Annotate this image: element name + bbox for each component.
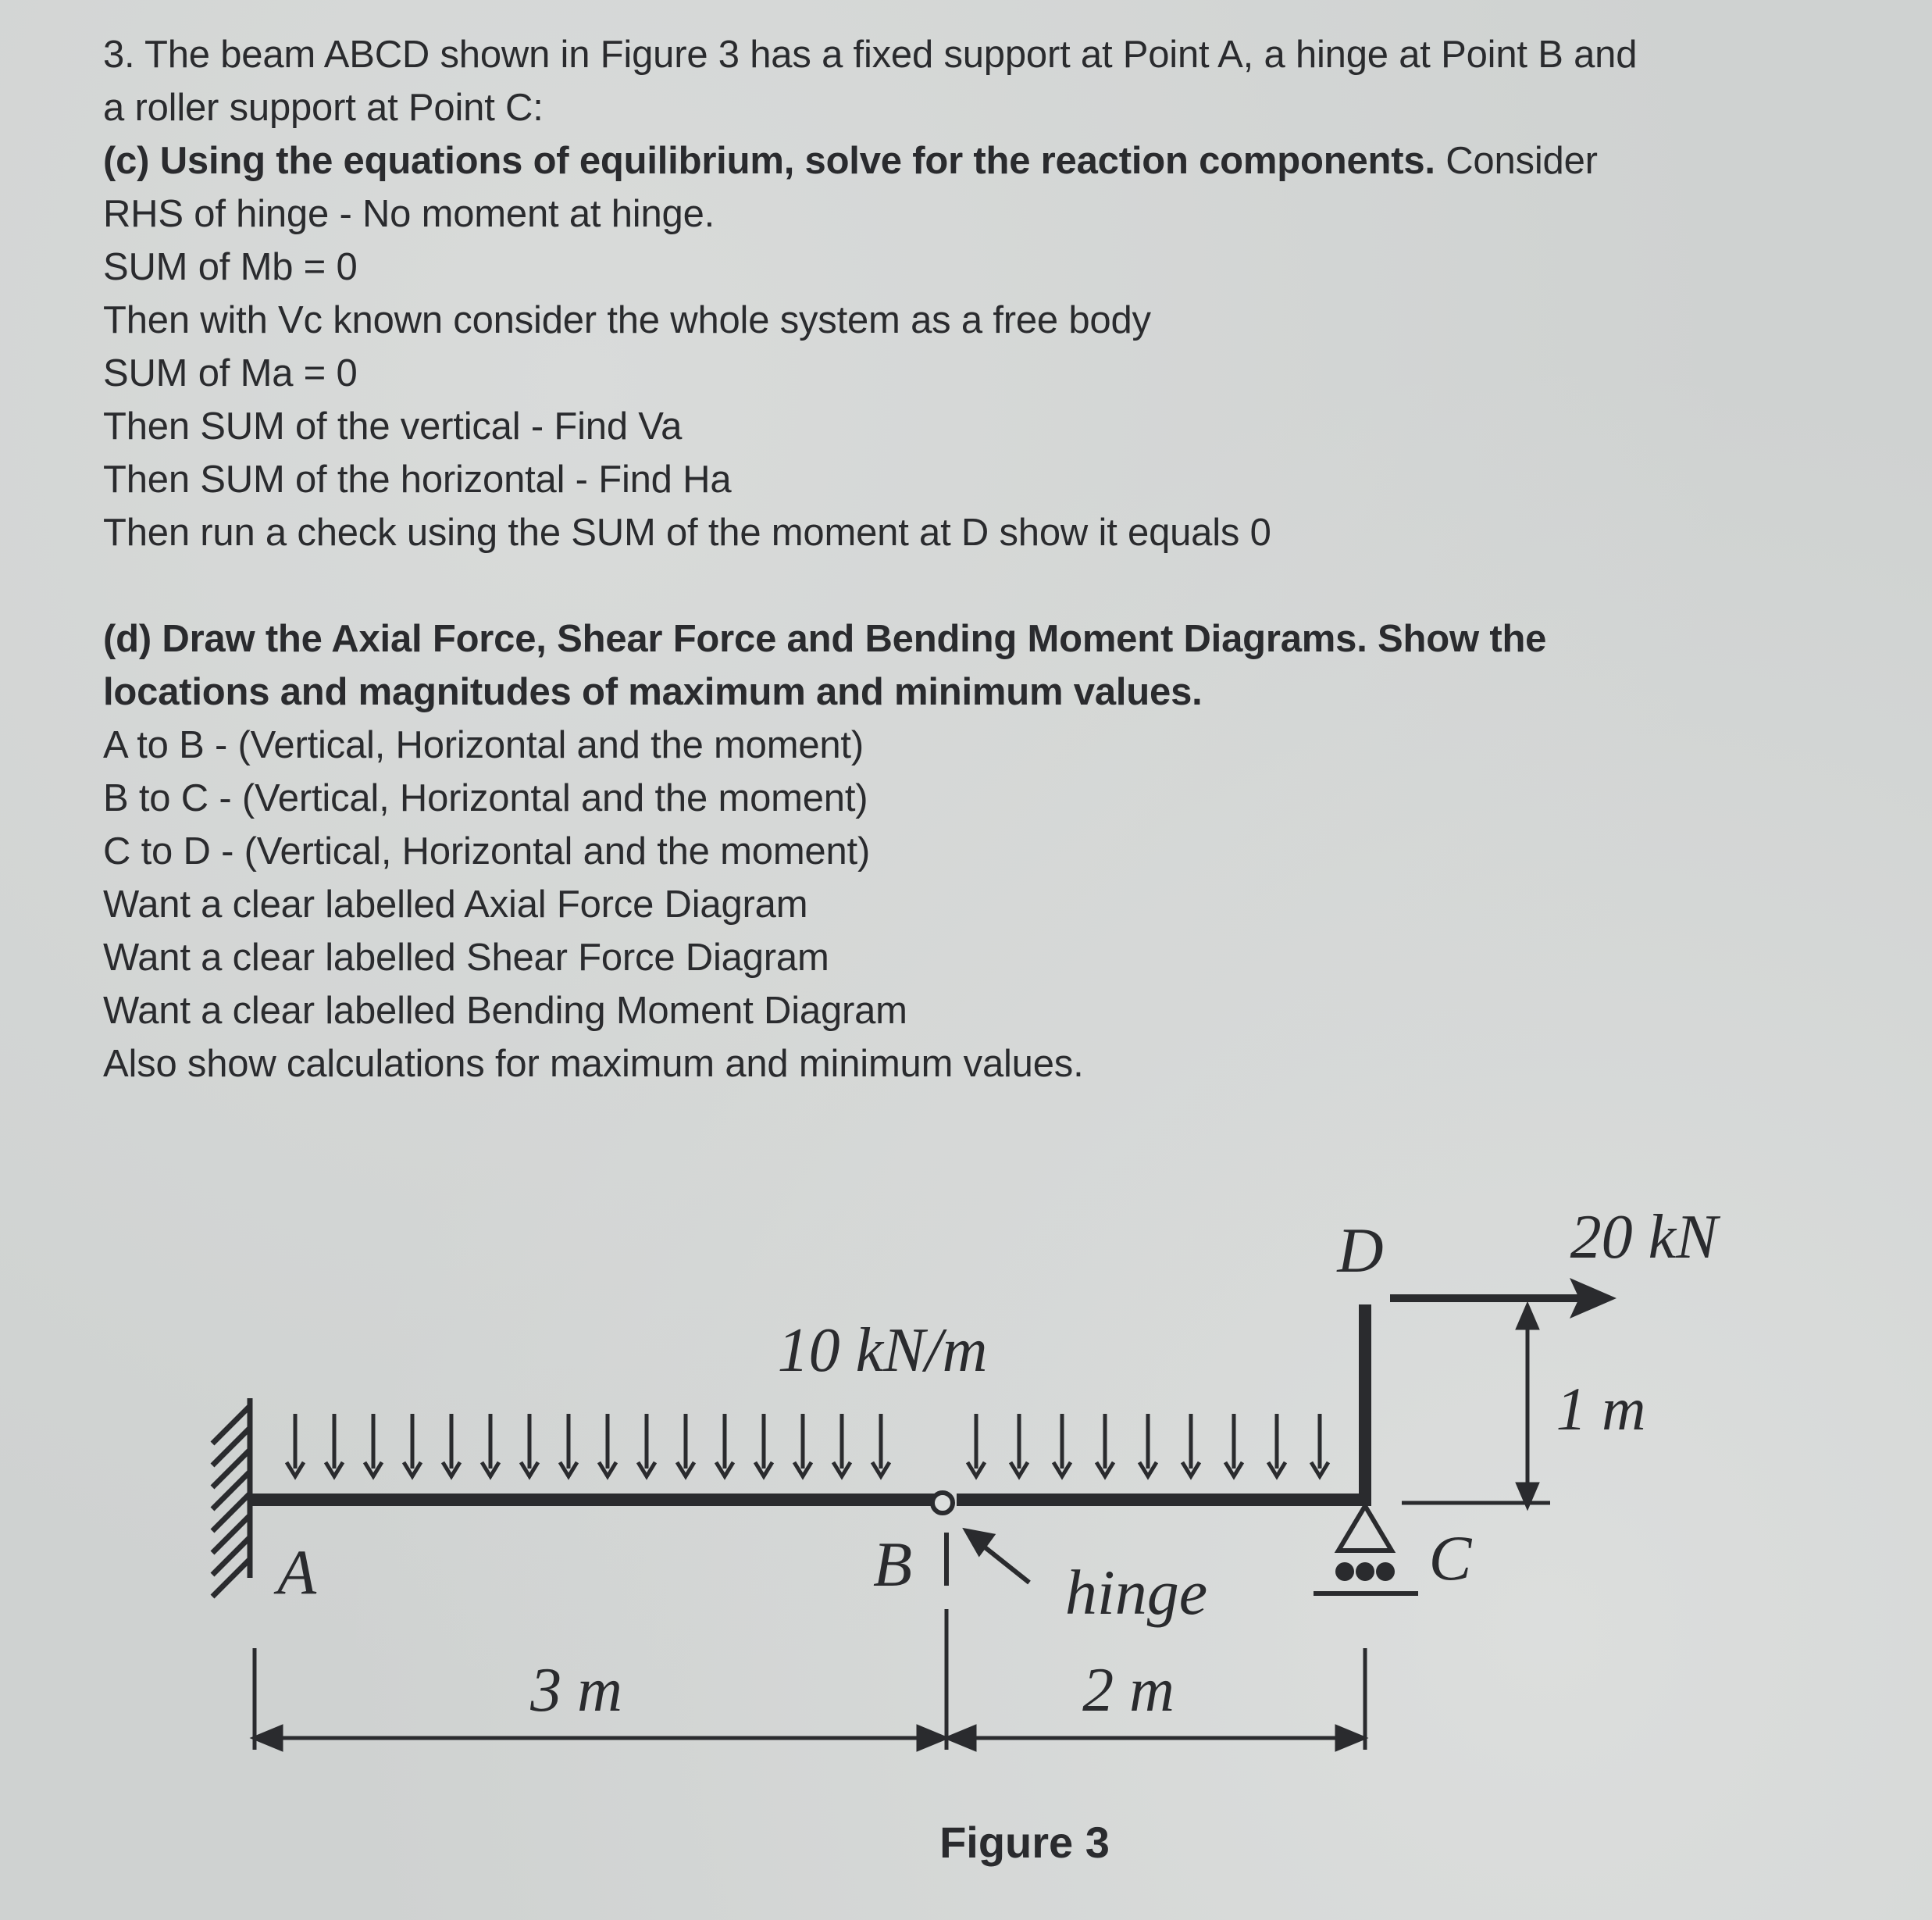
hinge-pointer — [946, 1531, 1029, 1586]
hinge-circle — [932, 1493, 953, 1513]
part-c-line: RHS of hinge - No moment at hinge. — [103, 193, 715, 235]
part-d-line: B to C - (Vertical, Horizontal and the moment) — [103, 777, 868, 819]
part-d-line: Want a clear labelled Axial Force Diagram — [103, 883, 808, 926]
part-c-line: SUM of Mb = 0 — [103, 246, 358, 288]
point-load-label: 20 kN — [1570, 1203, 1718, 1272]
part-d-line: C to D - (Vertical, Horizontal and the moment) — [103, 830, 871, 873]
point-load-arrow — [1390, 1278, 1617, 1319]
load-label: 10 kN/m — [777, 1316, 988, 1385]
intro-line-1: 3. The beam ABCD shown in Figure 3 has a fixed support at Point A, a hinge at Point B and — [103, 34, 1638, 76]
label-B: B — [872, 1529, 913, 1600]
height-dimension — [1402, 1306, 1550, 1506]
hinge-label: hinge — [1064, 1557, 1208, 1628]
part-c-line: SUM of Ma = 0 — [103, 352, 358, 394]
part-c-line: Then with Vc known consider the whole system as a free body — [103, 299, 1151, 341]
part-c-line: Then SUM of the horizontal - Find Ha — [103, 459, 732, 501]
part-c-line: Then run a check using the SUM of the moment at D show it equals 0 — [103, 512, 1271, 554]
roller-support-C — [1314, 1506, 1418, 1593]
part-c-heading: (c) Using the equations of equilibrium, solve for the reaction components. — [103, 140, 1435, 182]
figure-caption: Figure 3 — [939, 1818, 1110, 1867]
beam-segment-AB — [250, 1494, 936, 1506]
label-C: C — [1428, 1522, 1472, 1593]
dimension-AB-label: 3 m — [530, 1656, 622, 1725]
part-d-line: Want a clear labelled Bending Moment Diagram — [103, 990, 907, 1032]
part-d-line: Want a clear labelled Shear Force Diagram — [103, 937, 829, 979]
part-c-heading-tail: Consider — [1435, 140, 1598, 182]
intro-line-2: a roller support at Point C: — [103, 87, 544, 129]
fixed-support-A — [212, 1398, 250, 1597]
part-d-line: A to B - (Vertical, Horizontal and the moment) — [103, 724, 864, 766]
height-dimension-label: 1 m — [1556, 1375, 1646, 1443]
part-c-line: Then SUM of the vertical - Find Va — [103, 405, 683, 448]
horizontal-dimensions — [255, 1609, 1365, 1750]
label-D: D — [1337, 1215, 1384, 1286]
part-d-heading-line-1: (d) Draw the Axial Force, Shear Force and Bending Moment Diagrams. Show the — [103, 618, 1547, 660]
beam-segment-BC — [957, 1494, 1371, 1506]
part-d-line: Also show calculations for maximum and minimum values. — [103, 1043, 1084, 1085]
distributed-load — [287, 1414, 1328, 1476]
dimension-BD-label: 2 m — [1082, 1656, 1175, 1725]
part-d-heading-line-2: locations and magnitudes of maximum and minimum values. — [103, 671, 1203, 713]
label-A: A — [276, 1536, 317, 1608]
column-CD — [1359, 1304, 1371, 1506]
